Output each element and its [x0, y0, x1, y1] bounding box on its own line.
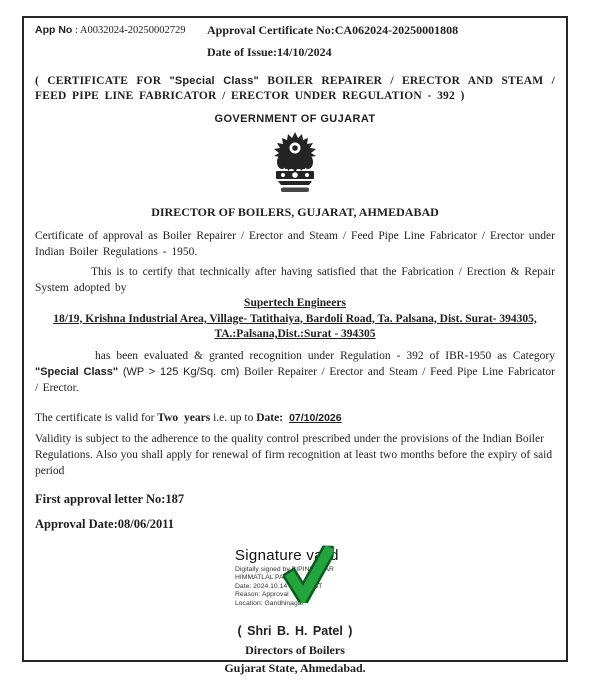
signature-reason: Reason: Approval: [235, 591, 289, 599]
date-of-issue: Date of Issue:14/10/2024: [207, 45, 332, 59]
signatory-organisation: Gujarat State, Ahmedabad.: [224, 661, 366, 676]
approval-paragraph: Certificate of approval as Boiler Repairer / Erector and Steam / Feed Pipe Line Fabricator / Erector under Indian Boiler Regulations - 1950.: [35, 230, 555, 258]
recognition-working-pressure: (WP > 125 Kg/Sq. cm): [118, 365, 245, 378]
validity-pre: The certificate is valid for: [35, 411, 158, 424]
validity-date-label: Date:: [256, 411, 284, 424]
signatory-block: [35, 624, 555, 676]
recognition-special-class: "Special Class": [35, 365, 119, 378]
certificate-for-special-class: "Special Class": [169, 75, 259, 87]
certificate-for-pre: ( CERTIFICATE FOR: [35, 75, 170, 87]
signature-signed-by: Digitally signed by BIPINKUMAR: [235, 565, 334, 573]
signatory-title: Directors of Boilers: [245, 643, 345, 658]
firm-address-line2: TA.:Palsana,Dist.:Surat - 394305: [214, 328, 376, 340]
certificate-border: [22, 16, 568, 676]
firm-address-line1: 18/19, Krishna Industrial Area, Village- Tatithaiya, Bardoli Road, Ta. Palsana, Dist. Surat- 394305,: [53, 312, 537, 325]
signature-valid-text: Signature valid: [235, 546, 339, 564]
validity-mid: i.e. up to: [210, 411, 257, 424]
ashoka-emblem-icon: [272, 131, 318, 193]
certificate-number: Approval Certificate No:CA062024-20250001808: [207, 23, 459, 37]
certify-paragraph: This is to certify that technically after having satisfied that the Fabrication / Erection & Repair System adopted by: [35, 266, 555, 294]
director-title: DIRECTOR OF BOILERS, GUJARAT, AHMEDABAD: [151, 205, 439, 219]
certificate-header: [35, 23, 555, 60]
signature-location: Location: Gandhinagar: [235, 599, 304, 607]
signature-valid-check-icon: [282, 544, 334, 604]
app-number-value: : A0032024-20250002729: [72, 25, 186, 36]
certificate-for-line: [35, 74, 555, 104]
recognition-paragraph: [35, 348, 555, 396]
signature-signer-name: HIMMATLAL PATEL: [235, 574, 296, 582]
signature-date: Date: 2024.10.14 :07 IST: [235, 582, 323, 590]
certificate-number-block: [207, 23, 458, 60]
validity-note: Validity is subject to the adherence to the quality control prescribed under the provisions of the Indian Boiler Regulations. Also you shall apply for renewal of firm recognition at least two months before the expiry of said period: [35, 432, 553, 477]
app-number-label: App No: [35, 24, 73, 36]
validity-duration: Two years: [157, 411, 211, 424]
firm-name: Supertech Engineers: [244, 297, 346, 309]
signatory-name: ( Shri B. H. Patel ): [237, 624, 353, 639]
emblem-container: [35, 131, 555, 193]
signature-details: [235, 566, 435, 609]
digital-signature-block: [235, 547, 435, 609]
recognition-post: Boiler Repairer / Erector and Steam / Feed Pipe Line Fabricator / Erector.: [35, 365, 555, 394]
government-title: GOVERNMENT OF GUJARAT: [214, 113, 376, 125]
validity-date: 07/10/2026: [289, 411, 342, 424]
first-approval-date: Approval Date:08/06/2011: [35, 516, 175, 531]
recognition-pre: has been evaluated & granted recognition under Regulation - 392 of IBR-1950 as Category: [95, 349, 555, 362]
first-approval-letter: First approval letter No:187: [35, 491, 185, 506]
app-number: [35, 23, 207, 36]
certificate-for-post: BOILER REPAIRER / ERECTOR AND STEAM / FEED PIPE LINE FABRICATOR / ERECTOR UNDER REGULATION - 392 ): [35, 75, 555, 102]
validity-line: [35, 412, 555, 424]
firm-block: [35, 296, 555, 343]
